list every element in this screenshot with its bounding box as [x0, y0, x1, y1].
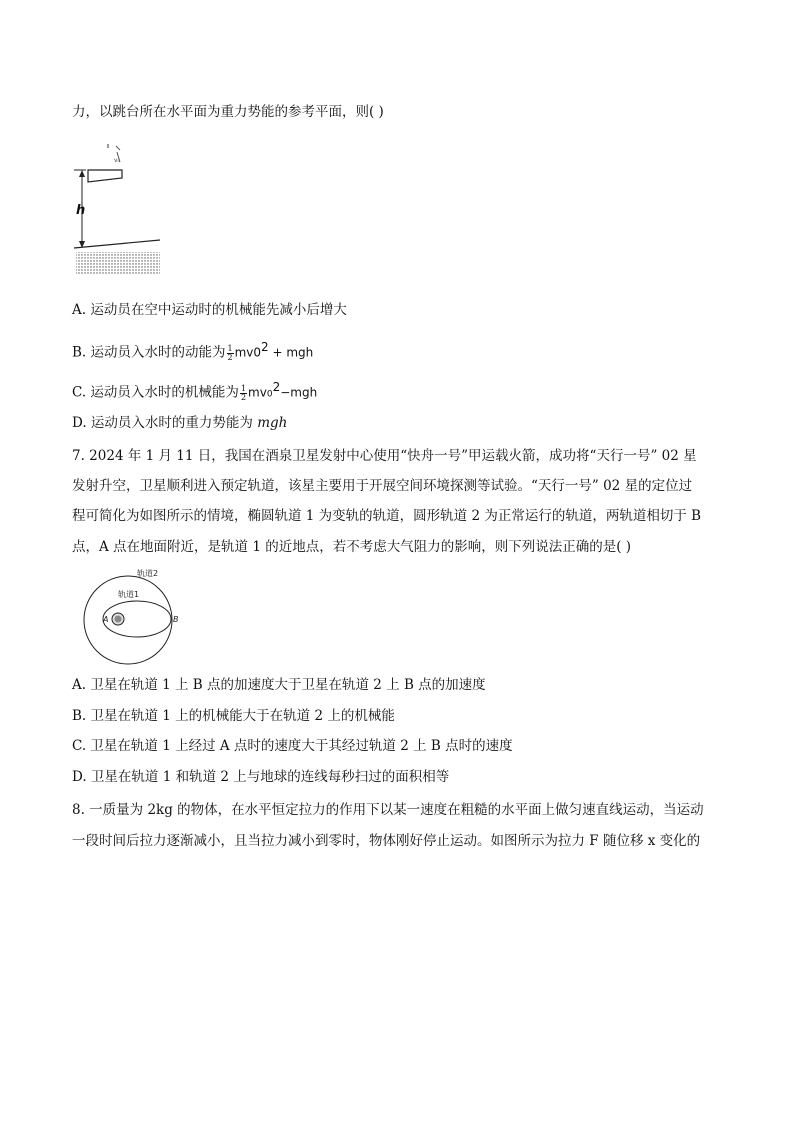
q7-option-c: C. 卫星在轨道 1 上经过 A 点时的速度大于其经过轨道 2 上 B 点时的速度: [72, 738, 513, 754]
q8-line-2: 一段时间后拉力逐渐减小，且当拉力减小到零时，物体刚好停止运动。如图所示为拉力 F 随位移 x 变化的: [72, 833, 701, 849]
point-a-label: A: [103, 615, 109, 624]
q7-line-4: 点，A 点在地面附近，是轨道 1 的近地点，若不考虑大气阻力的影响，则下列说法正确的是( ): [72, 539, 632, 555]
q6-option-d-var: mgh: [257, 415, 288, 431]
q6-option-b: B. 运动员入水时的动能为 $\frac{1}{2}$ $mv0^2$ + mgh: [72, 340, 314, 362]
q6-option-c-expr: mv: [248, 385, 267, 400]
orbit-figure: [70, 566, 190, 666]
earth-core: [115, 616, 122, 623]
q6-option-b-tail: + mgh: [268, 345, 314, 360]
q7-line-1: 7. 2024 年 1 月 11 日，我国在酒泉卫星发射中心使用“快舟一号”甲运载火箭，成功将“天行一号” 02 星: [72, 448, 697, 464]
diver-arm: [116, 146, 120, 150]
q6-option-c-fraction: $\frac{1}{2}$: [240, 383, 247, 402]
h-arrow-top: [79, 170, 85, 177]
q6-option-c-tail: −mgh: [280, 385, 318, 400]
q6-option-b-prefix: B. 运动员入水时的动能为: [72, 344, 226, 361]
q6-option-d: [72, 413, 287, 433]
q6-option-d-prefix: D. 运动员入水时的重力势能为: [72, 415, 258, 431]
q6-stem-tail: 力，以跳台所在水平面为重力势能的参考平面，则( ): [72, 104, 384, 120]
q8-line-1: 8. 一质量为 2kg 的物体，在水平恒定拉力的作用下以某一速度在粗糙的水平面上做匀速直线运动，当运动: [72, 802, 704, 818]
orbit-1-label: 轨道1: [118, 590, 140, 599]
q6-option-b-fraction: $\frac{1}{2}$: [227, 343, 233, 362]
h-label: h: [76, 203, 86, 218]
point-b-label: B: [173, 615, 179, 624]
orbit-2-label: 轨道2: [137, 569, 159, 578]
q6-option-c-prefix: C. 运动员入水时的机械能为: [72, 384, 239, 401]
v0-label: v₀: [114, 157, 120, 164]
water-surface: [74, 240, 160, 248]
q6-option-b-expr: mv0: [234, 345, 262, 360]
q7-line-2: 发射升空，卫星顺利进入预定轨道，该星主要用于开展空间环境探测等试验。“天行一号” 02 星的定位过: [72, 478, 693, 494]
q7-option-d: D. 卫星在轨道 1 和轨道 2 上与地球的连线每秒扫过的面积相等: [72, 769, 450, 785]
water-dots: [76, 252, 160, 274]
q7-option-a: A. 卫星在轨道 1 上 B 点的加速度大于卫星在轨道 2 上 B 点的加速度: [72, 677, 486, 693]
q6-option-a: A. 运动员在空中运动时的机械能先减小后增大: [72, 302, 347, 318]
q7-option-b: B. 卫星在轨道 1 上的机械能大于在轨道 2 上的机械能: [72, 708, 395, 724]
q6-option-c: C. 运动员入水时的机械能为 $\frac{1}{2}$ $mv0^2-mgh$: [72, 380, 318, 402]
platform: [88, 170, 122, 182]
q7-line-3: 程可简化为如图所示的情境，椭圆轨道 1 为变轨的轨道，圆形轨道 2 为正常运行的轨道，两轨道相切于 B: [72, 508, 702, 524]
diving-figure: [72, 140, 172, 285]
